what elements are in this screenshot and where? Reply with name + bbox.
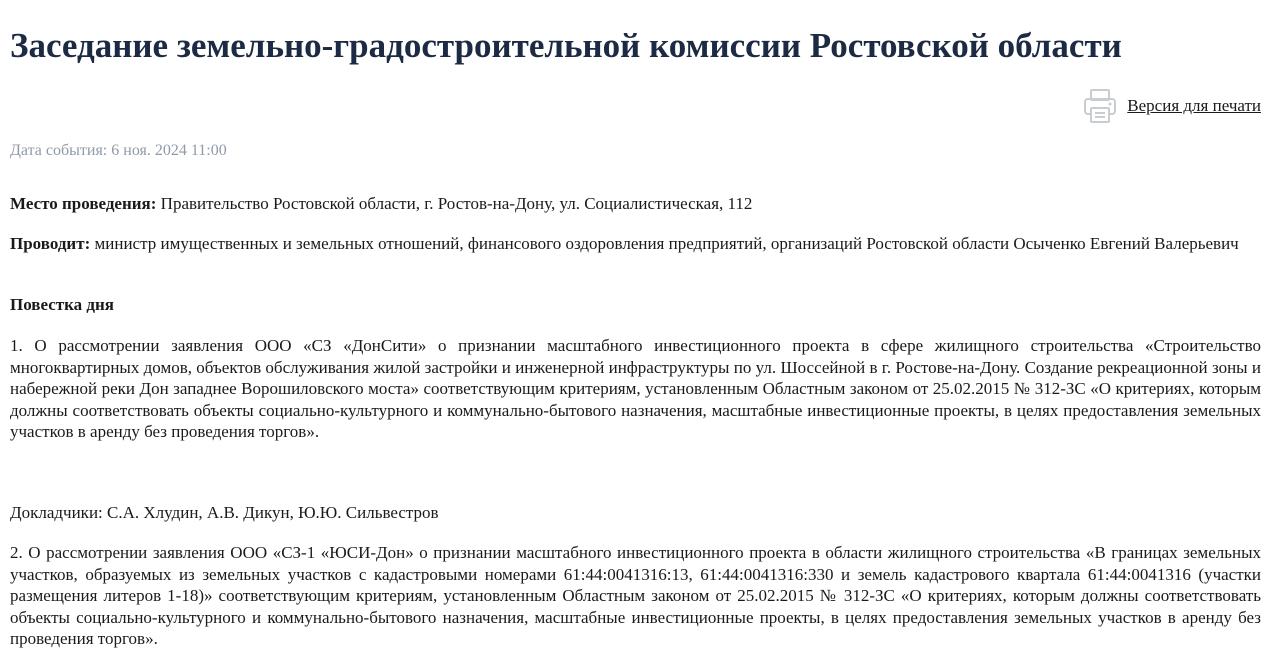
event-date: [10, 142, 227, 160]
page-title: Заседание земельно-градостроительной комиссии Ростовской области: [10, 26, 1122, 65]
print-version-label[interactable]: Версия для печати: [1127, 96, 1261, 115]
agenda-item-speakers: Докладчики: С.А. Хлудин, А.В. Дикун, Ю.Ю. Сильвестров: [10, 503, 439, 522]
agenda-heading: Повестка дня: [10, 295, 115, 314]
venue-label: Место проведения:: [10, 194, 157, 213]
printer-icon[interactable]: [1083, 88, 1117, 124]
print-version-link[interactable]: [1083, 88, 1261, 124]
event-date-value: 6 ноя. 2024 11:00: [111, 142, 227, 159]
event-date-label: Дата события:: [10, 142, 108, 159]
event-venue: [10, 193, 1261, 214]
host-value: министр имущественных и земельных отношений, финансового оздоровления предприятий, организаций Ростовской области Осыченко Евгений Валерьевич: [94, 234, 1239, 253]
event-host: [10, 233, 1261, 254]
venue-value: Правительство Ростовской области, г. Ростов-на-Дону, ул. Социалистическая, 112: [160, 194, 753, 213]
host-label: Проводит:: [10, 234, 91, 253]
agenda-item: 1. О рассмотрении заявления ООО «СЗ «ДонСити» о признании масштабного инвестиционного проекта в сфере жилищного строительства «Строительство многоквартирных домов, объектов обслуживания жилой застройки и инженерной инфраструктуры по ул. Шоссейной в г. Ростове-на-Дону. Создание рекреационной зоны и набережной реки Дон западнее Ворошиловского моста» соответствующим критериям, установленным Областным законом от 25.02.2015 № 312-ЗС «О критериях, которым должны соответствовать объекты социально-культурного и коммунально-бытового назначения, масштабные инвестиционные проекты, в целях предоставления земельных участков в аренду без проведения торгов».: [10, 336, 1261, 441]
agenda-item: 2. О рассмотрении заявления ООО «СЗ-1 «ЮСИ-Дон» о признании масштабного инвестиционного проекта в области жилищного строительства «В границах земельных участков, образуемых из земельных участков с кадастровыми номерами 61:44:0041316:13, 61:44:0041316:330 и земель кадастрового квартала 61:44:0041316 (участки размещения литеров 1-18)» соответствующим критериям, установленным Областным законом от 25.02.2015 № 312-ЗС «О критериях, которым должны соответствовать объекты социально-культурного и коммунально-бытового назначения, масштабные инвестиционные проекты, в целях предоставления земельных участков в аренду без проведения торгов».: [10, 543, 1261, 648]
